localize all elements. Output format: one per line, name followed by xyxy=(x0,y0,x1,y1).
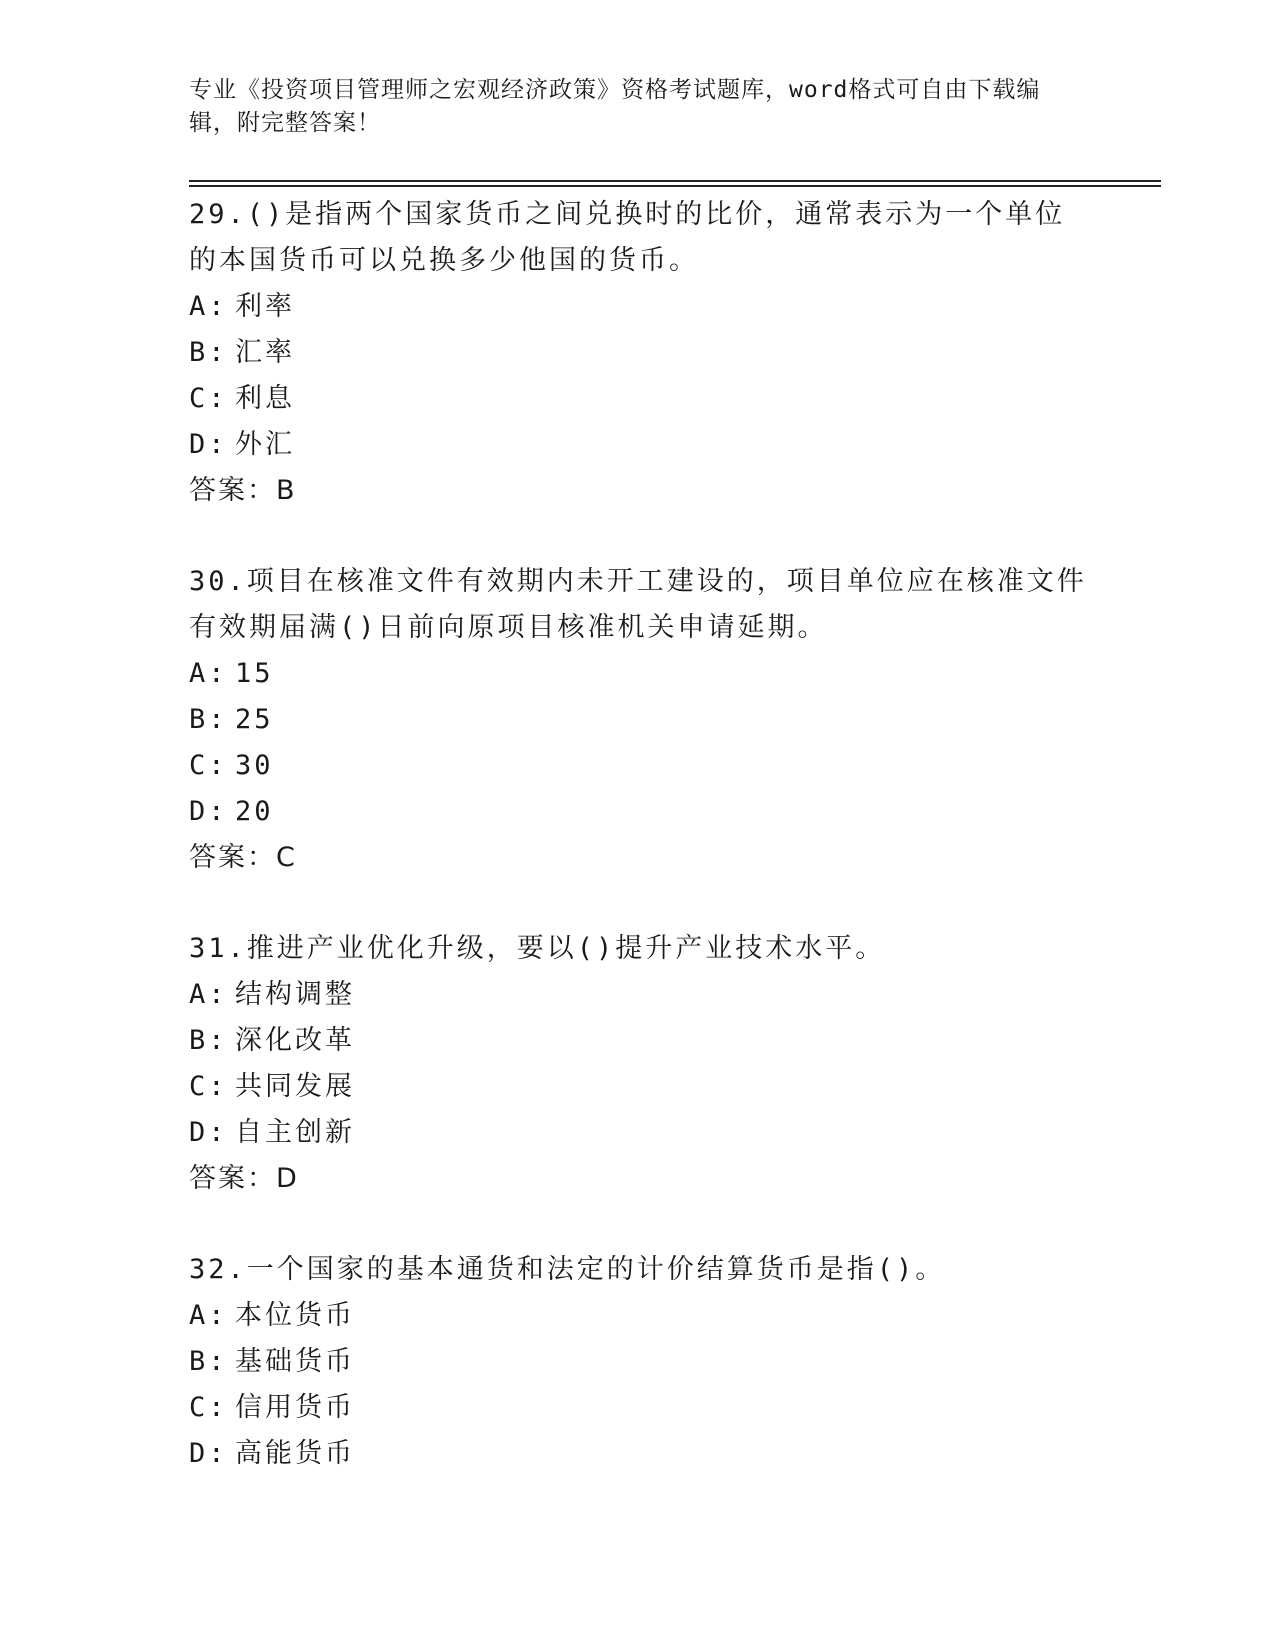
option-text: 自主创新 xyxy=(235,1117,355,1148)
option-text: 深化改革 xyxy=(235,1025,355,1056)
option-letter: B: xyxy=(189,337,228,368)
option-a xyxy=(189,972,1089,1018)
option-letter: D: xyxy=(189,1117,228,1148)
option-a xyxy=(189,1293,1089,1339)
option-text: 信用货币 xyxy=(235,1392,355,1423)
question-31 xyxy=(189,926,1089,1202)
question-stem: 32.一个国家的基本通货和法定的计价结算货币是指()。 xyxy=(189,1254,946,1285)
header-divider-top xyxy=(189,180,1161,182)
option-c xyxy=(189,1385,1089,1431)
option-c xyxy=(189,1064,1089,1110)
question-stem: 29.()是指两个国家货币之间兑换时的比价，通常表示为一个单位的本国货币可以兑换多少他国的货币。 xyxy=(189,199,1066,276)
option-letter: D: xyxy=(189,1438,228,1469)
answer-line: 答案：D xyxy=(189,1163,299,1194)
option-text: 25 xyxy=(235,704,274,735)
option-b xyxy=(189,1339,1089,1385)
option-letter: A: xyxy=(189,979,228,1010)
option-letter: C: xyxy=(189,750,228,781)
option-letter: B: xyxy=(189,1025,228,1056)
option-a xyxy=(189,284,1089,330)
option-letter: C: xyxy=(189,383,228,414)
option-b xyxy=(189,330,1089,376)
question-stem: 30.项目在核准文件有效期内未开工建设的，项目单位应在核准文件有效期届满()日前向原项目核准机关申请延期。 xyxy=(189,566,1087,643)
question-32 xyxy=(189,1247,1089,1477)
option-text: 基础货币 xyxy=(235,1346,355,1377)
option-d xyxy=(189,422,1089,468)
question-list xyxy=(189,192,1089,1477)
option-text: 利率 xyxy=(235,291,295,322)
question-29 xyxy=(189,192,1089,514)
option-text: 15 xyxy=(235,658,274,689)
question-30 xyxy=(189,559,1089,881)
option-letter: D: xyxy=(189,429,228,460)
option-text: 共同发展 xyxy=(235,1071,355,1102)
option-b xyxy=(189,697,1089,743)
option-b xyxy=(189,1018,1089,1064)
option-a xyxy=(189,651,1089,697)
option-c xyxy=(189,376,1089,422)
option-letter: C: xyxy=(189,1071,228,1102)
option-letter: C: xyxy=(189,1392,228,1423)
document-intro: 专业《投资项目管理师之宏观经济政策》资格考试题库，word格式可自由下载编辑，附完整答案！ xyxy=(189,77,1041,136)
option-text: 结构调整 xyxy=(235,979,355,1010)
option-text: 20 xyxy=(235,796,274,827)
option-d xyxy=(189,1110,1089,1156)
header-divider-bottom xyxy=(189,185,1161,187)
option-letter: D: xyxy=(189,796,228,827)
option-text: 本位货币 xyxy=(235,1300,355,1331)
option-letter: B: xyxy=(189,1346,228,1377)
option-d xyxy=(189,1431,1089,1477)
answer-line: 答案：B xyxy=(189,475,297,506)
option-letter: A: xyxy=(189,1300,228,1331)
answer-line: 答案：C xyxy=(189,842,297,873)
option-text: 高能货币 xyxy=(235,1438,355,1469)
option-letter: B: xyxy=(189,704,228,735)
question-stem: 31.推进产业优化升级，要以()提升产业技术水平。 xyxy=(189,933,886,964)
option-c xyxy=(189,743,1089,789)
option-letter: A: xyxy=(189,658,228,689)
option-text: 外汇 xyxy=(235,429,295,460)
option-text: 利息 xyxy=(235,383,295,414)
option-d xyxy=(189,789,1089,835)
option-text: 汇率 xyxy=(235,337,295,368)
option-text: 30 xyxy=(235,750,274,781)
option-letter: A: xyxy=(189,291,228,322)
